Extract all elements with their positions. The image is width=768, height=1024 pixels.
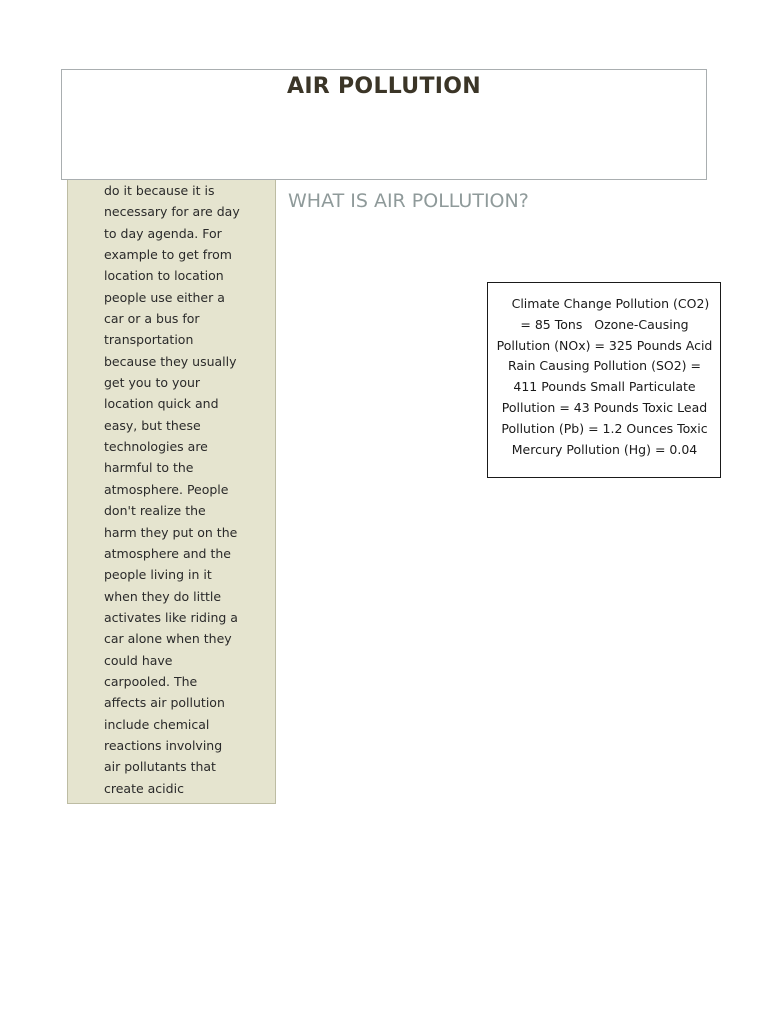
section-heading: WHAT IS AIR POLLUTION? [288, 190, 529, 212]
pollution-stats-box [487, 282, 721, 478]
pollution-stats-text: Climate Change Pollution (CO2) = 85 Tons Ozone-Causing Pollution (NOx) = 325 Pounds Acid Rain Causing Pollution (SO2) = 411 Pounds Small Particulate Pollution = 43 Pounds Toxic Lead Pollution (Pb) = 1.2 Ounces Toxic Mercury Pollution (Hg) = 0.04 [496, 296, 717, 457]
document-title: AIR POLLUTION [287, 74, 481, 99]
title-banner [61, 69, 707, 180]
sidebar-text-column [67, 180, 276, 804]
sidebar-body-text: do it because it is necessary for are day to day agenda. For example to get from location to location people use either a car or a bus for transportation because they usually get you to your location quick and easy, but these technologies are harmful to the atmosphere. People don't realize the harm they put on the atmosphere and the people living in it when they do little activates like riding a car alone when they could have carpooled. The affects air pollution include chemical reactions involving air pollutants that create acidic [104, 183, 240, 796]
